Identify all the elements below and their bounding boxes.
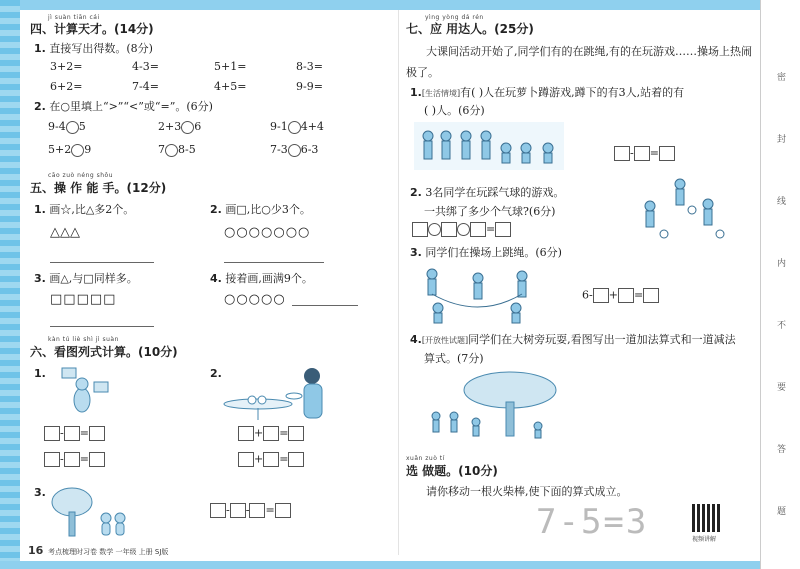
page-fold: [398, 10, 399, 555]
sec7-q3: [410, 246, 562, 260]
balloon-stomp-illustration: [636, 176, 726, 242]
q-text: 画△,与□同样多。: [49, 272, 138, 285]
answer-line[interactable]: [50, 262, 154, 263]
calc-item: 6+2=: [50, 80, 83, 93]
operator: =: [633, 288, 644, 302]
left-border: [0, 0, 20, 569]
equation-1a: [44, 426, 105, 441]
sec5-pinyin: cāo zuò néng shǒu: [48, 172, 113, 179]
answer-box[interactable]: [44, 426, 60, 441]
operator: -: [226, 503, 230, 517]
answer-box[interactable]: [634, 146, 650, 161]
top-border: [0, 0, 800, 10]
compare-right: 6-3: [300, 143, 319, 156]
compare-left: 7: [158, 143, 165, 156]
shape-row: ○○○○○: [224, 292, 286, 307]
q-text: 画☆,比△多2个。: [49, 203, 135, 216]
answer-box[interactable]: [643, 288, 659, 303]
q-number: 2.: [410, 186, 422, 199]
sec7-title: 七、应 用达人。(25分): [406, 22, 534, 36]
operator-circle[interactable]: [428, 223, 441, 236]
page-number: 16: [28, 544, 44, 557]
operator: +: [254, 426, 264, 440]
bottom-border: [0, 561, 800, 569]
sec7-q2: [410, 186, 564, 200]
q-text: 同学们在操场上跳绳。(6分): [425, 246, 562, 259]
operator: -: [60, 426, 64, 440]
q-text: 接着画,画满9个。: [225, 272, 313, 285]
compare-circle[interactable]: [288, 144, 301, 157]
q-text: 画□,比○少3个。: [225, 203, 311, 216]
equation-2b: [238, 452, 304, 467]
answer-box[interactable]: [288, 452, 304, 467]
sec7-pinyin: yìng yòng dá rén: [425, 14, 484, 21]
sec5-q3: [34, 272, 138, 286]
seal-char: 内: [777, 259, 787, 269]
children-tree-playground-illustration: [420, 368, 560, 444]
answer-box[interactable]: [288, 426, 304, 441]
sec4-pinyin: jì suàn tiān cái: [48, 14, 100, 21]
operator: =: [265, 503, 275, 517]
compare-right: 5: [78, 120, 86, 133]
children-squat-game-illustration: [414, 122, 564, 170]
q-tag: [生活情境]: [421, 89, 461, 98]
girl-with-buns-table-illustration: [222, 364, 332, 420]
expression-prefix: 6-: [582, 288, 593, 302]
sec5-q1: [34, 203, 134, 217]
compare-circle[interactable]: [288, 121, 301, 134]
answer-box[interactable]: [593, 288, 609, 303]
answer-box[interactable]: [441, 222, 457, 237]
operator: +: [608, 288, 618, 302]
answer-box[interactable]: [64, 426, 80, 441]
compare-circle[interactable]: [181, 121, 194, 134]
q-number: 1.: [410, 86, 422, 99]
q-text: 同学们在大树旁玩耍,看图写出一道加法算式和一道减法: [468, 333, 736, 346]
q-number: 3.: [34, 272, 46, 285]
answer-box[interactable]: [238, 452, 254, 467]
answer-box[interactable]: [618, 288, 634, 303]
sec7-q4: [410, 333, 736, 347]
compare-right: 8-5: [178, 143, 196, 156]
answer-box[interactable]: [230, 503, 246, 518]
seal-margin: [760, 0, 800, 569]
calc-item: 7-4=: [132, 80, 159, 93]
answer-line[interactable]: [50, 326, 154, 327]
answer-box[interactable]: [44, 452, 60, 467]
answer-box[interactable]: [495, 222, 511, 237]
compare-item: [48, 120, 86, 134]
compare-circle[interactable]: [71, 144, 84, 157]
q-number: 3.: [34, 486, 46, 499]
calc-item: 8-3=: [296, 60, 323, 73]
sec4-q1: [34, 42, 153, 56]
operator: =: [649, 146, 659, 160]
compare-left: 9-1: [270, 120, 288, 133]
answer-box[interactable]: [238, 426, 254, 441]
jump-rope-illustration: [418, 264, 558, 324]
answer-box[interactable]: [275, 503, 291, 518]
sec8-title: 选 做题。(10分): [406, 464, 498, 478]
answer-line[interactable]: [224, 262, 324, 263]
sec6-title: 六、看图列式计算。(10分): [30, 345, 178, 359]
answer-box[interactable]: [263, 452, 279, 467]
answer-box[interactable]: [659, 146, 675, 161]
sec8-text: 请你移动一根火柴棒,使下面的算式成立。: [426, 485, 628, 498]
compare-left: 2+3: [158, 120, 182, 133]
q-number: 2.: [210, 203, 222, 216]
q-number: 2.: [210, 367, 222, 380]
q-text-cont: 算式。(7分): [424, 352, 484, 365]
calc-item: 5+1=: [214, 60, 247, 73]
seal-char: 要: [777, 383, 787, 393]
operator: =: [79, 426, 89, 440]
q-text: 有( )人在玩萝卜蹲游戏,蹲下的有3人,站着的有: [460, 86, 685, 99]
mouse-carrying-boxes-illustration: [58, 362, 112, 422]
compare-right: 4+4: [300, 120, 324, 133]
matchstick-equation: 7-5=3: [536, 502, 649, 542]
calc-item: 3+2=: [50, 60, 83, 73]
answer-box[interactable]: [89, 452, 105, 467]
answer-box[interactable]: [263, 426, 279, 441]
sec7-intro-1: 大课间活动开始了,同学们有的在跳绳,有的在玩游戏……操场上热闹: [426, 45, 752, 58]
answer-box[interactable]: [210, 503, 226, 518]
compare-item: [270, 120, 324, 134]
sec5-title: 五、操 作 能 手。(12分): [30, 181, 167, 195]
q-number: 2.: [34, 100, 46, 113]
equation-7-1: [614, 146, 675, 161]
operator: -: [245, 503, 250, 517]
q-text: 在○里填上“>”“<”或“=”。(6分): [49, 100, 213, 113]
compare-left: 9-4: [48, 120, 66, 133]
answer-line[interactable]: [292, 305, 358, 306]
seal-char: 密: [777, 73, 787, 83]
sec7-q1: [410, 86, 684, 100]
operator: -: [630, 146, 634, 160]
qr-label: 视频讲解: [692, 536, 717, 543]
calc-item: 4-3=: [132, 60, 159, 73]
q-number: 1.: [34, 367, 46, 380]
footer-text: 考点梳理时习卷 数学 一年级 上册 SJ版: [48, 548, 169, 556]
equation-3: [210, 503, 291, 518]
compare-right: 9: [84, 143, 92, 156]
sec7-intro-2: 极了。: [406, 66, 439, 79]
seal-char: 封: [777, 135, 787, 145]
compare-left: 5+2: [48, 143, 72, 156]
sec4-title: 四、计算天才。(14分): [30, 22, 154, 36]
q-text-cont: 一共绑了多少个气球?(6分): [424, 205, 556, 218]
compare-item: [270, 143, 318, 157]
q-tag: [开放性试题]: [421, 336, 469, 345]
shape-row: □□□□□: [50, 292, 117, 307]
answer-box[interactable]: [249, 503, 265, 518]
q-number: 1.: [34, 203, 46, 216]
sec8-pinyin: xuǎn zuò tí: [406, 455, 445, 462]
answer-box[interactable]: [412, 222, 428, 237]
q-text-cont: ( )人。(6分): [424, 104, 485, 117]
shape-row: △△△: [50, 225, 80, 240]
operator-circle[interactable]: [457, 223, 470, 236]
equation-7-2: =: [412, 222, 511, 237]
answer-box[interactable]: [614, 146, 630, 161]
equation-2a: [238, 426, 304, 441]
seal-char: 答: [777, 445, 787, 455]
compare-item: [158, 143, 196, 157]
compare-circle[interactable]: [165, 144, 178, 157]
q-text: 直接写出得数。(8分): [49, 42, 153, 55]
equation-1b: [44, 452, 105, 467]
operator: +: [254, 452, 264, 466]
seal-char: 线: [777, 197, 787, 207]
operator: =: [79, 452, 89, 466]
seal-char: 不: [777, 321, 787, 331]
q-number: 4.: [210, 272, 222, 285]
sec5-q2: [210, 203, 311, 217]
seal-char: 题: [777, 507, 787, 517]
compare-item: [48, 143, 91, 157]
calc-item: 9-9=: [296, 80, 323, 93]
answer-box[interactable]: [470, 222, 486, 237]
q-number: 3.: [410, 246, 422, 259]
compare-circle[interactable]: [66, 121, 79, 134]
q-text: 3名同学在玩踩气球的游戏。: [425, 186, 565, 199]
operator: =: [279, 426, 289, 440]
monkeys-tree-illustration: [48, 484, 128, 540]
operator: -: [60, 452, 64, 466]
equation-7-3: [582, 288, 659, 303]
answer-box[interactable]: [64, 452, 80, 467]
sec6-pinyin: kàn tú liè shì jì suàn: [48, 336, 119, 343]
q-number: 1.: [34, 42, 46, 55]
compare-right: 6: [194, 120, 202, 133]
compare-item: [158, 120, 201, 134]
shape-row: ○○○○○○○: [224, 225, 311, 240]
qr-code[interactable]: [692, 504, 720, 532]
sec4-q2: [34, 100, 213, 114]
compare-left: 7-3: [270, 143, 288, 156]
sec5-q4: [210, 272, 313, 286]
q-number: 4.: [410, 333, 422, 346]
answer-box[interactable]: [89, 426, 105, 441]
operator: =: [279, 452, 289, 466]
calc-item: 4+5=: [214, 80, 247, 93]
